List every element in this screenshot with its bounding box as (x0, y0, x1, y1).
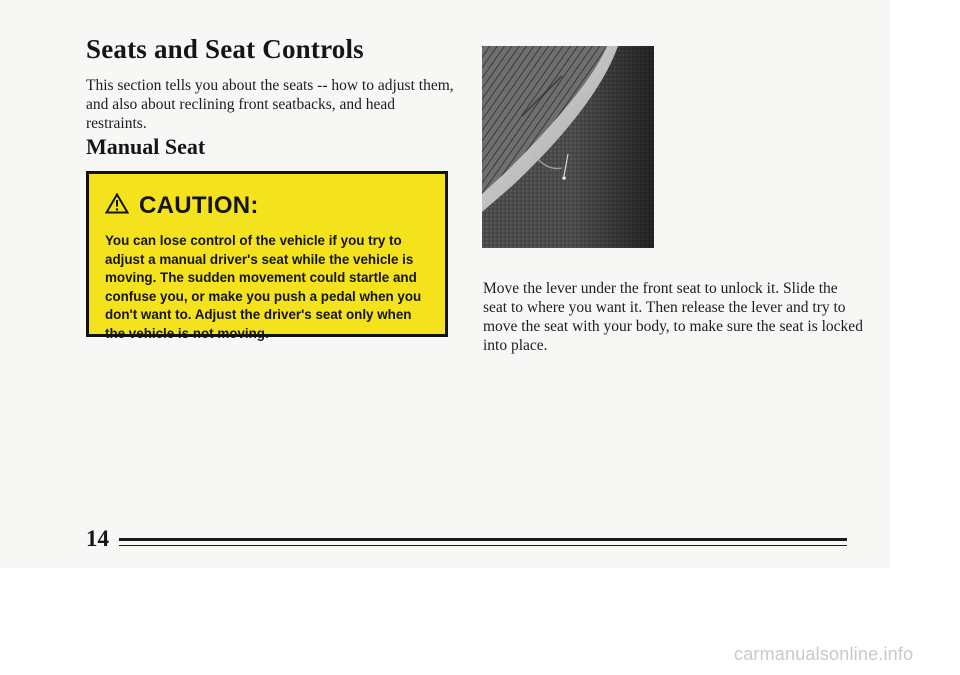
caution-box (86, 171, 448, 341)
page-title: Seats and Seat Controls (86, 34, 364, 64)
footer-rule-thick (119, 538, 847, 541)
site-watermark: carmanualsonline.info (734, 644, 914, 664)
caution-text: You can lose control of the vehicle if you try to adjust a manual driver's seat while the vehicle is moving. The sudden movement could startle and confuse you, or make you push a pedal when you don't want to. Adjust the driver's seat only when the vehicle is not moving. (105, 233, 422, 341)
caution-heading: CAUTION: (139, 192, 259, 219)
warning-triangle-icon (105, 193, 129, 219)
seat-lever-photo (482, 46, 654, 248)
footer-rule-thin (119, 545, 847, 546)
section-subheading: Manual Seat (86, 134, 206, 159)
intro-paragraph: This section tells you about the seats -- how to adjust them, and also about reclining front seatbacks, and head restraints. (86, 77, 454, 132)
page-number: 14 (86, 526, 109, 551)
caution-header (105, 192, 429, 220)
lever-instructions: Move the lever under the front seat to unlock it. Slide the seat to where you want it. Then release the lever and try to move the seat with your body, to make sure the seat is locked into place. (483, 280, 863, 354)
